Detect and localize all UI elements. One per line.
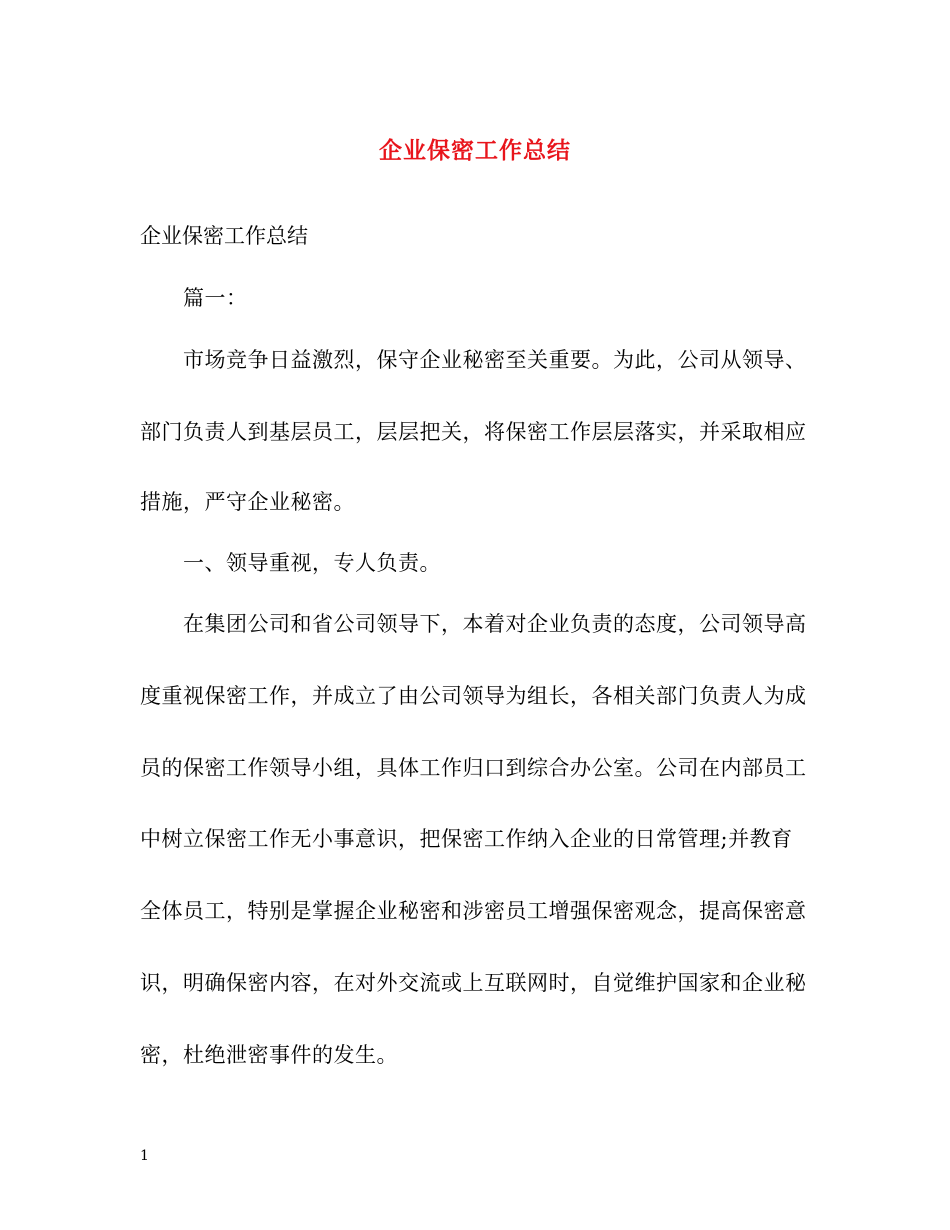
document-subtitle: 企业保密工作总结	[140, 224, 308, 248]
document-title: 企业保密工作总结	[379, 137, 571, 164]
paragraph-line: 密，杜绝泄密事件的发生。	[140, 1043, 398, 1067]
page-number: 1	[140, 1148, 149, 1164]
paragraph-line: 在集团公司和省公司领导下，本着对企业负责的态度，公司领导高	[183, 612, 807, 636]
section-label: 篇一：	[183, 286, 248, 310]
paragraph-line: 识，明确保密内容，在对外交流或上互联网时，自觉维护国家和企业秘	[140, 971, 807, 995]
paragraph-line: 中树立保密工作无小事意识，把保密工作纳入企业的日常管理;并教育	[140, 827, 793, 851]
paragraph-line: 市场竞争日益激烈，保守企业秘密至关重要。为此，公司从领导、	[183, 348, 807, 372]
paragraph-line: 部门负责人到基层员工，层层把关，将保密工作层层落实，并采取相应	[140, 420, 807, 444]
paragraph-line: 员的保密工作领导小组，具体工作归口到综合办公室。公司在内部员工	[140, 756, 807, 780]
paragraph-line: 全体员工，特别是掌握企业秘密和涉密员工增强保密观念，提高保密意	[140, 899, 807, 923]
paragraph-line: 措施，严守企业秘密。	[140, 490, 355, 514]
paragraph-line: 度重视保密工作，并成立了由公司领导为组长，各相关部门负责人为成	[140, 684, 807, 708]
section-heading: 一、领导重视，专人负责。	[183, 551, 441, 575]
